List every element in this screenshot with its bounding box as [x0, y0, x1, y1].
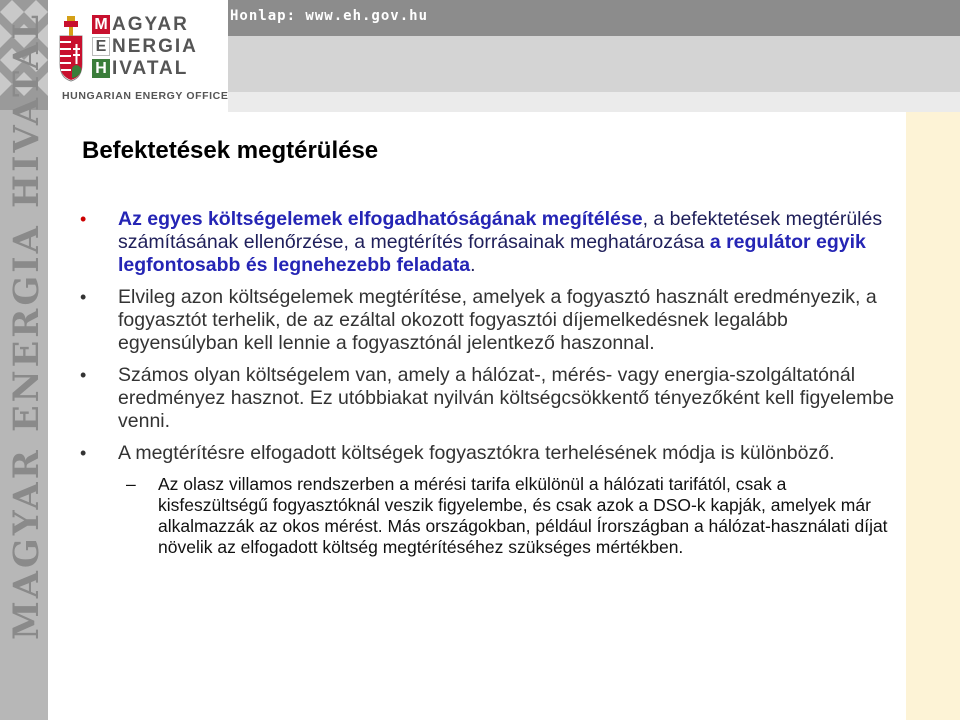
sub-bullet-text: Az olasz villamos rendszerben a mérési tarifa elkülönül a hálózati tarifától, csak a kisfeszültségű fogyasztóknál veszik figyelembe, és csak azok a DSO-k kapják, amelyek már alkalmazzák az okos mérést. Más országokban, például Írországban a hálózat-használati díjat növelik az elfogadott költség megtérítéséhez szükséges mértékben.: [158, 474, 888, 557]
bullet-text: Elvileg azon költségelemek megtérítése, amelyek a fogyasztó használt eredményezik, a fogyasztót terhelik, de az ezáltal okozott fogyasztói díjemelkedésnek legalább egyensúlyban kell lennie a fogyasztónál jelentkező haszonnal.: [118, 286, 877, 354]
logo-word-magyar: AGYAR: [112, 14, 189, 35]
bullet-dot-icon: •: [80, 209, 87, 229]
logo-word-energia: NERGIA: [112, 36, 198, 57]
bullet-text: A megtérítésre elfogadott költségek fogyasztókra terhelésének módja is különböző.: [118, 442, 835, 464]
logo-line-hivatal: [92, 58, 198, 79]
left-decorative-band: [0, 0, 48, 720]
bullet-text: .: [470, 254, 476, 276]
logo-letter-e: E: [92, 37, 110, 56]
bullet-dot-icon: •: [80, 287, 87, 307]
website-url[interactable]: Honlap: www.eh.gov.hu: [230, 8, 429, 24]
logo-word-hivatal: IVATAL: [112, 58, 189, 79]
slide-content: [80, 208, 900, 558]
highlight-text: Az egyes költségelemek elfogadhatóságának megítélése: [118, 208, 643, 230]
header-subbar: [228, 36, 960, 92]
bullet-item-1: [80, 208, 900, 277]
logo-line-magyar: [92, 14, 198, 35]
dash-icon: –: [126, 474, 136, 494]
slide-title: Befektetések megtérülése: [82, 137, 379, 164]
bullet-text: Számos olyan költségelem van, amely a hálózat-, mérés- vagy energia-szolgáltatónál eredményez hasznot. Ez utóbbiakat nyilván költségcsökkentő tényezőként kell figyelembe venni.: [118, 364, 895, 432]
bullet-text: , a befektetések megtérülés számításának ellenőrzése, a megtérítés forrásainak meghatározása: [118, 208, 883, 253]
right-decorative-strip: [906, 112, 960, 720]
highlight-text: a regulátor egyik legfontosabb és legnehezebb feladata: [118, 231, 866, 276]
logo-line-energia: [92, 36, 198, 57]
logo-letter-m: M: [92, 15, 110, 34]
bullet-dot-icon: •: [80, 443, 87, 463]
bullet-item-4: [80, 442, 900, 465]
logo-tagline: HUNGARIAN ENERGY OFFICE: [62, 90, 229, 102]
bullet-item-3: [80, 364, 900, 433]
vertical-side-text: MAGYAR ENERGIA HIVATAL: [6, 11, 47, 640]
bullet-item-2: [80, 286, 900, 355]
header-subbar-light: [228, 92, 960, 112]
logo-letter-h: H: [92, 59, 110, 78]
bullet-dot-icon: •: [80, 365, 87, 385]
logo-wordmark: [92, 14, 198, 80]
coat-of-arms-icon: [58, 16, 84, 82]
sub-bullet-item: [80, 474, 900, 558]
